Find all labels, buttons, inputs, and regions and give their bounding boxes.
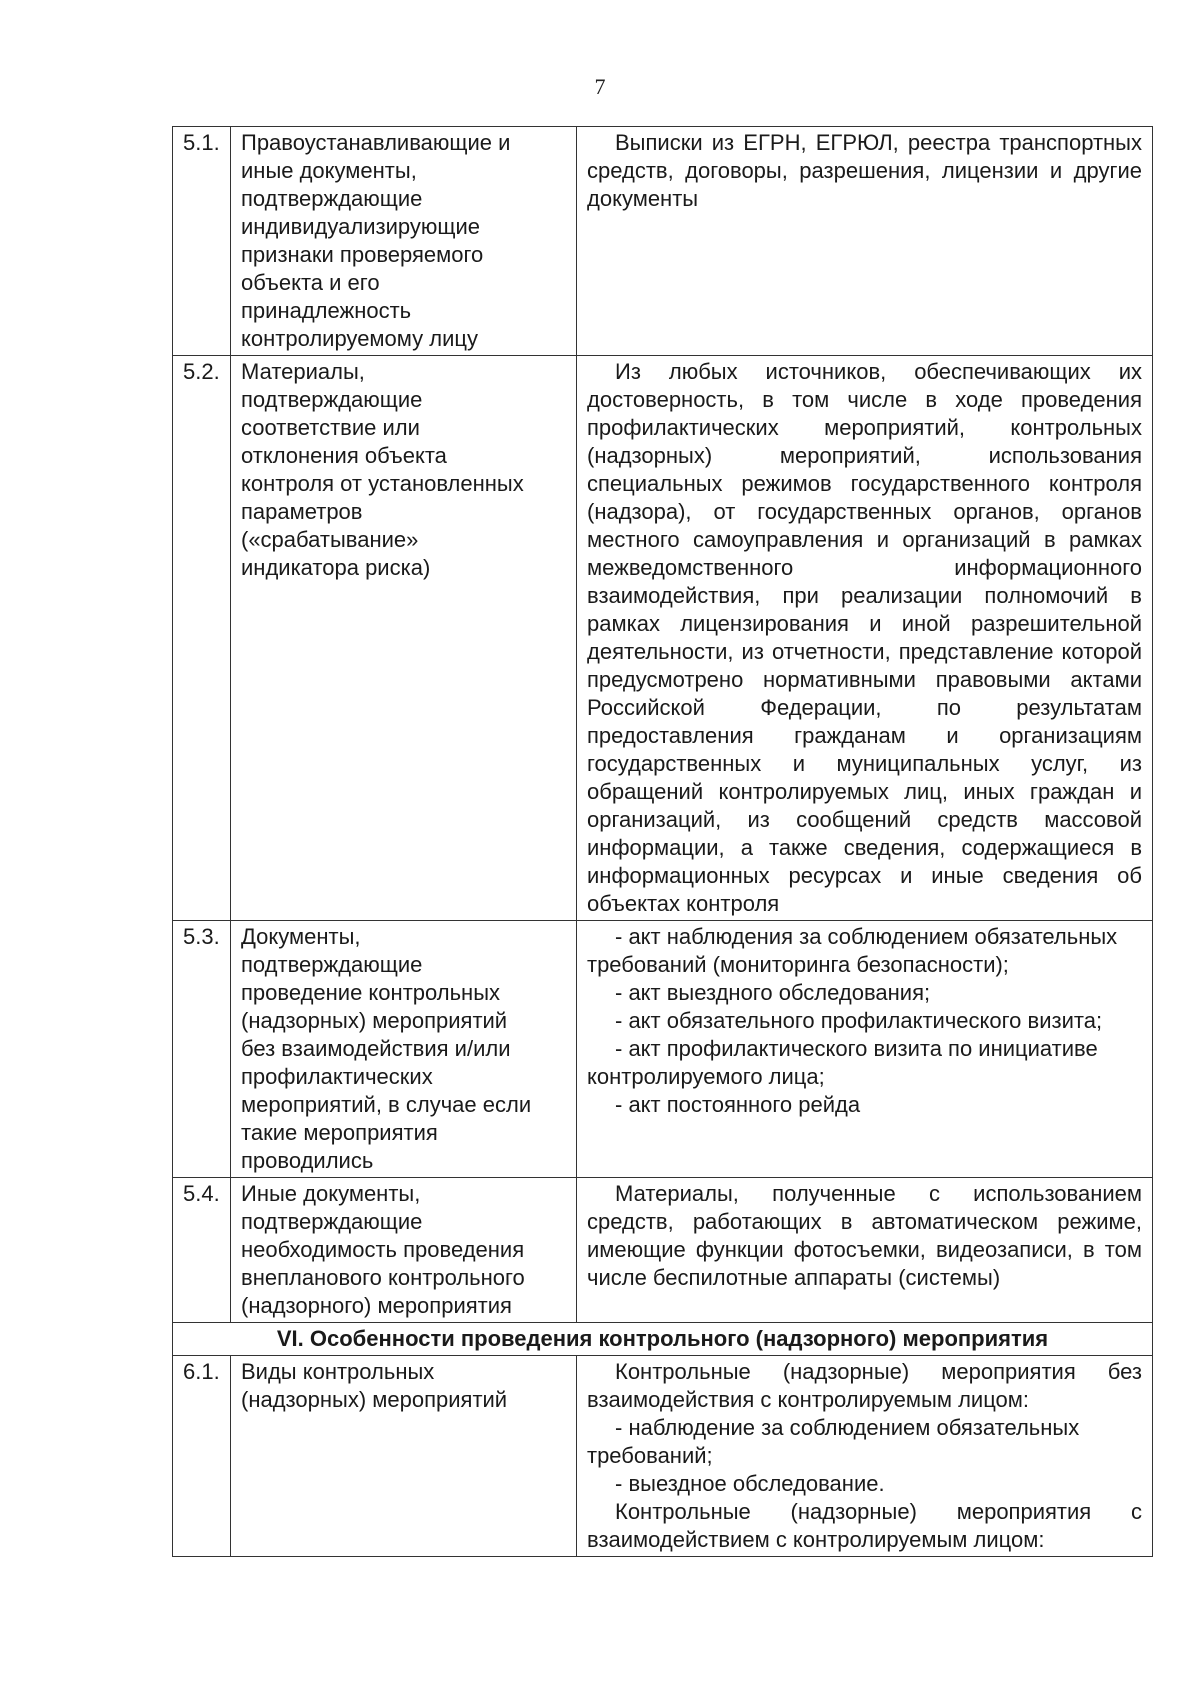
row-name: Виды контрольных (надзорных) мероприятий <box>231 1356 577 1557</box>
description-item: - акт наблюдения за соблюдением обязательных требований (мониторинга безопасности); <box>587 924 1118 977</box>
table-row <box>173 356 1153 921</box>
row-description <box>577 356 1153 921</box>
description-paragraph: Контрольные (надзорные) мероприятия с взаимодействием с контролируемым лицом: <box>587 1499 1142 1552</box>
table-row <box>173 1356 1153 1557</box>
row-number: 5.3. <box>173 921 231 1178</box>
row-description <box>577 1356 1153 1557</box>
description-item: - акт постоянного рейда <box>615 1092 861 1117</box>
row-description <box>577 127 1153 356</box>
row-name: Правоустанавливающие и иные документы, подтверждающие индивидуализирующие признаки проверяемого объекта и его принадлежность контролируемому лицу <box>231 127 577 356</box>
description-item: - наблюдение за соблюдением обязательных требований; <box>587 1415 1080 1468</box>
table-row <box>173 1178 1153 1323</box>
row-number: 5.4. <box>173 1178 231 1323</box>
row-name: Материалы, подтверждающие соответствие или отклонения объекта контроля от установленных параметров («срабатывание» индикатора риска) <box>231 356 577 921</box>
table-row <box>173 921 1153 1178</box>
description-item: - акт обязательного профилактического визита; <box>615 1008 1103 1033</box>
row-name: Документы, подтверждающие проведение контрольных (надзорных) мероприятий без взаимодействия и/или профилактических мероприятий, в случае если такие мероприятия проводились <box>231 921 577 1178</box>
row-name: Иные документы, подтверждающие необходимость проведения внепланового контрольного (надзорного) мероприятия <box>231 1178 577 1323</box>
description-paragraph: Выписки из ЕГРН, ЕГРЮЛ, реестра транспортных средств, договоры, разрешения, лицензии и другие документы <box>587 130 1142 211</box>
description-item: - выездное обследование. <box>615 1471 885 1496</box>
section-title: VI. Особенности проведения контрольного (надзорного) мероприятия <box>173 1323 1153 1356</box>
row-description <box>577 1178 1153 1323</box>
row-number: 5.2. <box>173 356 231 921</box>
row-description <box>577 921 1153 1178</box>
description-paragraph: Контрольные (надзорные) мероприятия без взаимодействия с контролируемым лицом: <box>587 1359 1142 1412</box>
row-number: 5.1. <box>173 127 231 356</box>
row-number: 6.1. <box>173 1356 231 1557</box>
description-paragraph: Из любых источников, обеспечивающих их достоверность, в том числе в ходе проведения профилактических мероприятий, контрольных (надзорных) мероприятий, использования специальных режимов государственного контроля (надзора), от государственных органов, органов местного самоуправления и организаций в рамках межведомственного информационного взаимодействия, при реализации полномочий в рамках лицензирования и иной разрешительной деятельности, из отчетности, представление которой предусмотрено нормативными правовыми актами Российской Федерации, по результатам предоставления гражданам и организациям государственных и муниципальных услуг, из обращений контролируемых лиц, иных граждан и организаций, из сообщений средств массовой информации, а также сведения, содержащиеся в информационных ресурсах и иные сведения об объектах контроля <box>587 359 1142 916</box>
description-item: - акт профилактического визита по инициативе контролируемого лица; <box>587 1036 1098 1089</box>
description-paragraph: Материалы, полученные с использованием средств, работающих в автоматическом режиме, имеющие функции фотосъемки, видеозаписи, в том числе беспилотные аппараты (системы) <box>587 1181 1142 1290</box>
page-number: 7 <box>594 74 606 99</box>
table-row <box>173 127 1153 356</box>
section-heading-row <box>173 1323 1153 1356</box>
description-item: - акт выездного обследования; <box>615 980 931 1005</box>
requirements-table <box>172 126 1153 1557</box>
